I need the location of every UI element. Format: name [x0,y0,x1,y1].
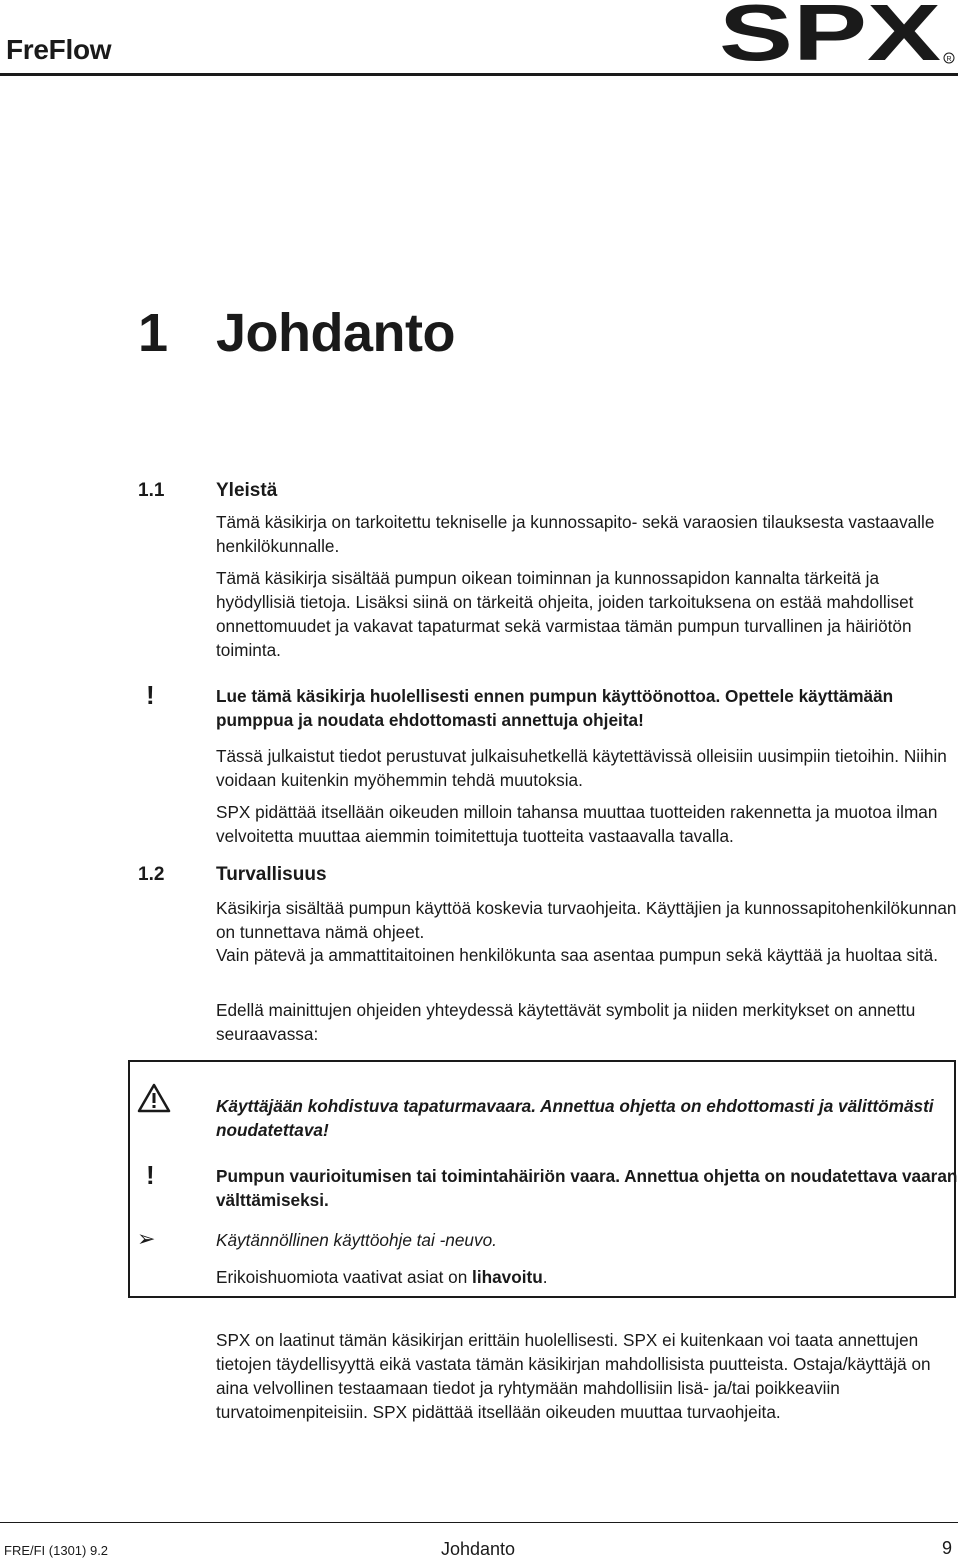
paragraph: SPX pidättää itsellään oikeuden milloin tahansa muuttaa tuotteiden rakennetta ja muotoa ilman velvoitetta muuttaa aiemmin toimitettuja tuotteita vastaavalla tavalla. [216,802,938,846]
section-number: 1.2 [138,864,165,885]
arrow-icon: ➢ [137,1226,156,1251]
paragraph: Tämä käsikirja sisältää pumpun oikean toiminnan ja kunnossapidon kannalta tärkeitä ja hyödyllisiä tietoja. Lisäksi siinä on tärkeitä ohjeita, joiden tarkoituksena on estää mahdolliset onnettomuudet ja vakavat tapaturmat sekä varmistaa tämän pumpun turvallinen ja häiriötön toiminta. [216,568,914,660]
section-number: 1.1 [138,480,165,501]
spx-logo [719,0,955,64]
warning-triangle-icon [137,1083,171,1113]
warning-text: Käyttäjään kohdistuva tapaturmavaara. Annettua ohjetta on ehdottomasti ja välittömästi noudatettava! [216,1096,934,1140]
page-number: 9 [942,1538,953,1558]
svg-text:R: R [946,56,952,63]
paragraph: Edellä mainittujen ohjeiden yhteydessä käytettävät symbolit ja niiden merkitykset on annettu seuraavassa: [216,1000,916,1044]
notice-text: Lue tämä käsikirja huolellisesti ennen pumpun käyttöönottoa. Opettele käyttämään pumppua ja noudata ehdottomasti annettuja ohjeita! [216,686,894,730]
section-title: Yleistä [216,480,278,501]
damage-warning-text: Pumpun vaurioitumisen tai toimintahäiriön vaara. Annettua ohjetta on noudatettava vaaran välttämiseksi. [216,1166,958,1210]
emphasis-suffix: . [542,1267,548,1287]
paragraph: Käsikirja sisältää pumpun käyttöä koskevia turvaohjeita. Käyttäjien ja kunnossapitohenkilökunnan on tunnettava nämä ohjeet. [216,898,957,942]
emphasis-word: lihavoitu [472,1267,543,1287]
tip-text: Käytännöllinen käyttöohje tai -neuvo. [216,1230,497,1250]
footer-rule [0,1522,958,1523]
footer-section: Johdanto [441,1539,516,1559]
product-name: FreFlow [6,34,112,65]
paragraph: Vain pätevä ja ammattitaitoinen henkilökunta saa asentaa pumpun sekä käyttää ja huoltaa sitä. [216,945,939,965]
emphasis-note [216,1265,958,1289]
chapter-number: 1 [138,303,168,363]
header-rule [0,73,958,76]
section-title: Turvallisuus [216,864,327,885]
chapter-heading [138,302,455,364]
chapter-title: Johdanto [216,303,455,363]
paragraph: Tämä käsikirja on tarkoitettu tekniselle ja kunnossapito- sekä varaosien tilauksesta vastaavalle henkilökunnalle. [216,512,935,556]
emphasis-prefix: Erikoishuomiota vaativat asiat on [216,1267,473,1287]
document-code: FRE/FI (1301) 9.2 [4,1543,109,1558]
caution-mark: ! [146,680,155,710]
closing-paragraph: SPX on laatinut tämän käsikirjan erittäin huolellisesti. SPX ei kuitenkaan voi taata annettujen tietojen täydellisyyttä eikä vastata tämän käsikirjan mahdollisista puutteista. Ostaja/käyttäjä on aina velvollinen testaamaan tiedot ja ryhtymään mahdollisiin lisä- ja/tai poikkeaviin turvatoimenpiteisiin. SPX pidättää itsellään oikeuden muuttaa turvaohjeita. [216,1330,931,1422]
spx-logo-text: SPX [719,0,941,64]
paragraph: Tässä julkaistut tiedot perustuvat julkaisuhetkellä käytettävissä olleisiin uusimpiin tietoihin. Niihin voidaan kuitenkin myöhemmin tehdä muutoksia. [216,746,947,790]
caution-mark: ! [146,1160,155,1190]
